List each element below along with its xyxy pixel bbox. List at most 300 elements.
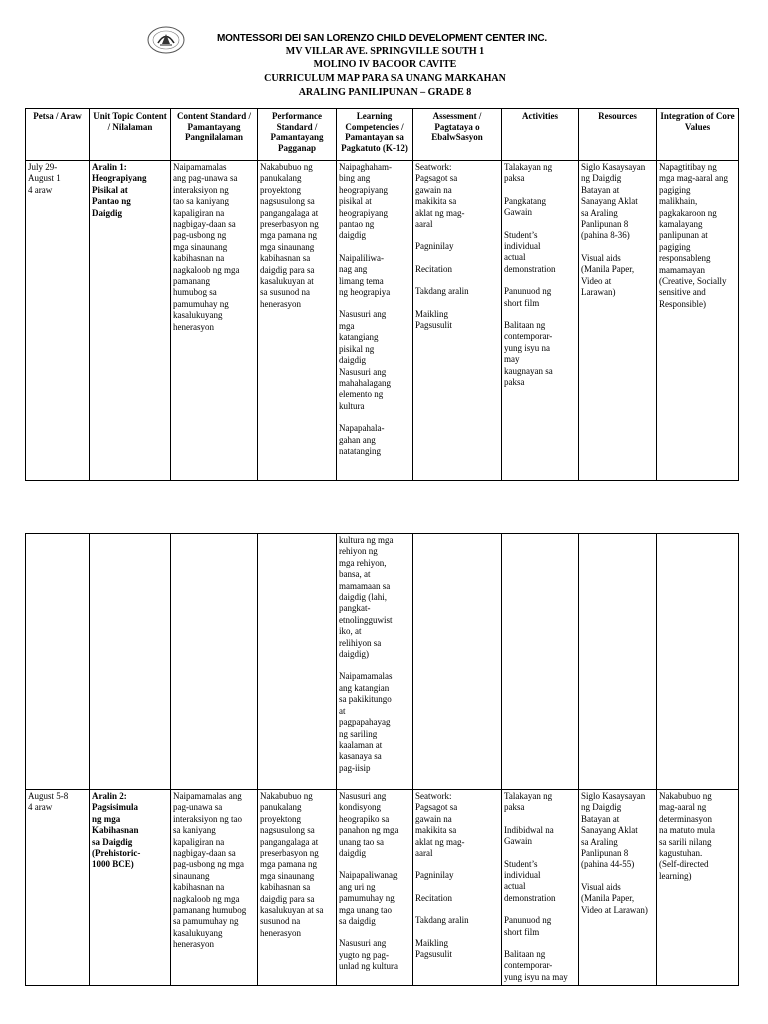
cell-text-line: Panlipunan 8 <box>581 219 629 230</box>
cell-text-line: (Prehistoric- <box>92 848 141 859</box>
cell-text-line: limang tema <box>339 275 384 286</box>
cell-text-block <box>415 241 499 252</box>
cell-text-line: Pagsagot sa <box>415 802 458 813</box>
cell-text-line: Pagsusulit <box>415 320 453 331</box>
cell-text-line: Batayan at <box>581 184 620 195</box>
cell-text-line: mga <box>339 320 355 331</box>
cell-text-line: henerasyon <box>260 298 301 309</box>
cell-text-line: daigdig para sa <box>260 264 315 275</box>
cell-text-block <box>415 309 499 332</box>
cell-text-block <box>504 286 576 309</box>
cell-text-line: Nasusuri ang <box>339 309 387 320</box>
cell-text-line: Pagsusulit <box>415 949 453 960</box>
cell-text-line: kabihasnan na <box>173 882 225 893</box>
cell-text-line: panukalang <box>260 802 302 813</box>
cell-text-line: pag-iisip <box>339 762 371 773</box>
cell-text-line: heograpiyang <box>339 207 388 218</box>
cell-text-line: Visual aids <box>581 252 621 263</box>
cell-text-line: unlad ng kultura <box>339 961 398 972</box>
cell-text-line: mga pamana ng <box>260 230 317 241</box>
cell-text-line: kasalukuyan at <box>260 276 314 287</box>
cell-text-line: Video at <box>581 275 612 286</box>
cell-text-line: Indibidwal na <box>504 824 554 835</box>
cell-text-line: pag-usbong ng mga <box>173 859 244 870</box>
cell-text-line: yung isyu na may <box>504 971 568 982</box>
cell-text-line: relihiyon sa <box>339 637 382 648</box>
cell-text-line: nagsusulong sa <box>260 196 315 207</box>
cell-text-block <box>339 535 410 660</box>
table-row <box>26 534 739 790</box>
col-header-core-values: Integration of Core Values <box>657 109 739 161</box>
cell-text-block <box>504 825 576 848</box>
cell-text-line: kasalukuyang <box>173 927 223 938</box>
cell-text-line: panahon ng mga <box>339 825 399 836</box>
cell-text-line: bansa, at <box>339 569 371 580</box>
activities-cell <box>502 534 579 790</box>
content-standard-cell <box>171 534 258 790</box>
cell-text-line: unang tao sa <box>339 836 384 847</box>
cell-text-line: makikita sa <box>415 825 457 836</box>
cell-text-line: (pahina 44-55) <box>581 859 635 870</box>
cell-text-line: ng mga <box>92 813 121 824</box>
cell-text-line: sa Araling <box>581 207 618 218</box>
cell-text-line: Siglo Kasaysayan <box>581 791 646 801</box>
cell-text-line: Pantao ng <box>92 196 131 207</box>
cell-text-line: paksa <box>504 802 525 813</box>
cell-text-line: preserbasyon ng <box>260 848 319 859</box>
cell-text-block <box>415 264 499 275</box>
cell-text-line: actual <box>504 252 526 263</box>
curriculum-table-page-2 <box>25 533 739 986</box>
cell-text-line: Naipaliliwa- <box>339 252 384 263</box>
core-values-cell <box>657 161 739 481</box>
content-standard-cell <box>171 161 258 481</box>
cell-text-line: kabihasnan na <box>173 253 225 264</box>
cell-text-line: contemporar- <box>504 331 553 342</box>
cell-text-line: iko, at <box>339 626 362 637</box>
cell-text-line: Recitation <box>415 263 452 274</box>
date-cell <box>26 790 90 986</box>
cell-text-line: mamamayan <box>659 264 705 275</box>
assessment-cell <box>413 790 502 986</box>
cell-text-line: daigdig <box>339 355 366 366</box>
cell-text-line: henerasyon <box>173 321 214 332</box>
cell-text-line: Siglo Kasaysayan <box>581 162 646 172</box>
cell-text-line: mga rehiyon, <box>339 557 387 568</box>
table-row <box>26 790 739 986</box>
cell-text-line: Napagtitibay ng <box>659 162 717 172</box>
cell-text-line: aklat ng mag- <box>415 836 465 847</box>
cell-text-line: kultura <box>339 400 365 411</box>
cell-text-block <box>339 423 410 457</box>
cell-text-line: aklat ng mag- <box>415 207 465 218</box>
assessment-cell <box>413 161 502 481</box>
school-name: MONTESSORI DEI SAN LORENZO CHILD DEVELOPMENT CENTER INC. <box>217 33 547 44</box>
cell-text-line: Aralin 1: <box>92 162 127 172</box>
cell-text-line: Takdang aralin <box>415 286 469 297</box>
cell-text-line: Pagsagot sa <box>415 173 458 184</box>
cell-text-line: katangiang <box>339 332 379 343</box>
table-header-row <box>26 109 739 161</box>
cell-text-line: Nasusuri ang <box>339 366 387 377</box>
cell-text-line: malikhain, <box>659 196 698 207</box>
cell-text-line: nagkaloob ng mga <box>173 264 240 275</box>
cell-text-line: gahan ang <box>339 434 376 445</box>
cell-text-line: kaalaman at <box>339 739 383 750</box>
cell-text-line: kultura ng mga <box>339 535 394 545</box>
activities-cell <box>502 790 579 986</box>
cell-text-line: (Self-directed <box>659 859 709 870</box>
cell-text-block <box>504 791 576 814</box>
cell-text-line: mga unang tao <box>339 904 392 915</box>
core-values-cell <box>657 790 739 986</box>
school-address-1: MV VILLAR AVE. SPRINGVILLE SOUTH 1 <box>285 46 485 57</box>
cell-text-line: Panunuod ng <box>504 915 552 926</box>
cell-text-line: Nakabubuo ng <box>659 791 712 801</box>
cell-text-line: kabihasnan sa <box>260 253 311 264</box>
cell-text-line: natatanging <box>339 445 381 456</box>
cell-text-line: actual <box>504 881 526 892</box>
cell-text-line: sa pakikitungo <box>339 694 392 705</box>
cell-text-line: (Manila Paper, <box>581 264 635 275</box>
subject-grade: ARALING PANILIPUNAN – GRADE 8 <box>298 87 472 98</box>
cell-text-line: nag ang <box>339 264 368 275</box>
cell-text-line: Nakabubuo ng <box>260 162 313 172</box>
cell-text-line: pamumuhay ng <box>339 893 395 904</box>
cell-text-line: pangkat- <box>339 603 371 614</box>
cell-text-block <box>415 870 499 881</box>
cell-text-line: Heograpiyang <box>92 173 147 184</box>
cell-text-line: paksa <box>504 173 525 184</box>
cell-text-line: Balitaan ng <box>504 320 546 331</box>
cell-text-line: panukalang <box>260 173 302 184</box>
cell-text-line: makikita sa <box>415 196 457 207</box>
performance-standard-cell <box>258 790 337 986</box>
cell-text-line: daigdig <box>339 848 366 859</box>
competencies-cell <box>337 790 413 986</box>
cell-text-line: Maikling <box>415 937 448 948</box>
cell-text-block <box>339 253 410 299</box>
cell-text-line: determinasyon <box>659 813 712 824</box>
performance-standard-cell <box>258 534 337 790</box>
cell-text-line: may <box>504 354 520 365</box>
cell-text-line: pagiging <box>659 184 691 195</box>
date-cell <box>26 161 90 481</box>
cell-text-line: Pangkatang <box>504 195 546 206</box>
cell-text-line: etnolingguwist <box>339 614 393 625</box>
cell-text-line: kasalukuyan at sa <box>260 905 324 916</box>
cell-text-line: proyektong <box>260 813 301 824</box>
cell-text-block <box>504 230 576 276</box>
cell-text-line: heograpiyang <box>339 184 388 195</box>
resources-cell <box>579 161 657 481</box>
cell-text-line: nagsusulong sa <box>260 825 315 836</box>
resources-cell <box>579 790 657 986</box>
cell-text-line: pagpapahayag <box>339 717 391 728</box>
cell-text-line: ang katangian <box>339 682 390 693</box>
cell-text-line: Recitation <box>415 892 452 903</box>
cell-text-line: Sanayang Aklat <box>581 196 638 207</box>
cell-text-line: Gawain <box>504 836 532 847</box>
cell-text-line: mamamaan sa <box>339 580 391 591</box>
cell-text-line: mga sinaunang <box>260 870 315 881</box>
cell-text-line: humubog sa <box>173 287 217 298</box>
cell-text-line: Kabihasnan <box>92 825 139 836</box>
cell-text-line: Pagninilay <box>415 241 454 252</box>
cell-text-line: (pahina 8-36) <box>581 230 630 241</box>
cell-text-line: pamanang humubog <box>173 905 247 916</box>
cell-text-line: Nasusuri ang <box>339 938 387 949</box>
col-header-activities: Activities <box>502 109 579 161</box>
cell-text-block <box>415 791 499 859</box>
cell-text-line: Student’s <box>504 229 538 240</box>
cell-text-line: preserbasyon ng <box>260 219 319 230</box>
cell-text-line: yung isyu na <box>504 342 550 353</box>
cell-text-line: susunod na <box>260 916 301 927</box>
cell-text-line: individual <box>504 241 541 252</box>
cell-text-line: henerasyon <box>260 927 301 938</box>
col-header-assessment: Assessment / Pagtataya o EbalwSasyon <box>413 109 502 161</box>
cell-text-line: Naipapaliwanag <box>339 870 398 881</box>
cell-text-line: proyektong <box>260 184 301 195</box>
cell-text-line: mga pamana ng <box>260 859 317 870</box>
cell-text-line: Gawain <box>504 207 532 218</box>
cell-text-line: kamalayang <box>659 219 703 230</box>
cell-text-line: 4 araw <box>28 802 53 813</box>
cell-text-line: pamumuhay ng <box>173 298 229 309</box>
cell-text-line: Daigdig <box>92 207 123 218</box>
cell-text-line: mga mag-aaral ang <box>659 173 728 184</box>
cell-text-line: ng Daigdig <box>581 173 622 184</box>
cell-text-line: kaugnayan sa <box>504 365 553 376</box>
cell-text-line: Naipaghaham- <box>339 162 392 172</box>
cell-text-line: short film <box>504 297 540 308</box>
cell-text-line: sa Araling <box>581 836 618 847</box>
cell-text-line: Pagsisimula <box>92 802 139 813</box>
cell-text-line: nagbigay-daan sa <box>173 848 236 859</box>
cell-text-line: pangangalaga at <box>260 836 319 847</box>
cell-text-line: gawain na <box>415 184 452 195</box>
cell-text-line: Napapahala- <box>339 423 385 434</box>
cell-text-block <box>581 253 654 299</box>
cell-text-line: (Manila Paper, <box>581 893 635 904</box>
school-logo <box>146 24 186 56</box>
cell-text-line: kondisyong <box>339 802 382 813</box>
cell-text-line: Pagninilay <box>415 870 454 881</box>
cell-text-line: demonstration <box>504 263 556 274</box>
content-standard-cell <box>171 790 258 986</box>
cell-text-line: panlipunan at <box>659 230 708 241</box>
cell-text-line: sinaunang <box>173 870 210 881</box>
cell-text-block <box>504 915 576 938</box>
cell-text-line: demonstration <box>504 892 556 903</box>
cell-text-line: Sanayang Aklat <box>581 825 638 836</box>
col-header-content-standard: Content Standard / Pamantayang Pangnilalaman <box>171 109 258 161</box>
cell-text-line: interaksiyon ng tao <box>173 813 242 824</box>
core-values-cell <box>657 534 739 790</box>
cell-text-line: kasalukuyang <box>173 310 223 321</box>
table-row <box>26 161 739 481</box>
col-header-performance-standard: Performance Standard / Pamantayang Pagganap <box>258 109 337 161</box>
cell-text-block <box>504 949 576 983</box>
cell-text-line: sensitive and <box>659 287 706 298</box>
cell-text-line: sa daigdig <box>339 916 376 927</box>
cell-text-line: Panlipunan 8 <box>581 848 629 859</box>
cell-text-line: pantao ng <box>339 219 375 230</box>
cell-text-line: yugto ng pag- <box>339 949 389 960</box>
cell-text-line: Batayan at <box>581 813 620 824</box>
cell-text-line: Takdang aralin <box>415 915 469 926</box>
school-address-2: MOLINO IV BACOOR CAVITE <box>313 59 457 70</box>
cell-text-line: rehiyon ng <box>339 546 378 557</box>
resources-cell <box>579 534 657 790</box>
cell-text-line: gawain na <box>415 813 452 824</box>
cell-text-line: Video at Larawan) <box>581 904 648 915</box>
cell-text-block <box>339 309 410 412</box>
cell-text-block <box>504 196 576 219</box>
col-header-competencies: Learning Competencies / Pamantayan sa Pagkatuto (K-12) <box>337 109 413 161</box>
cell-text-line: Visual aids <box>581 881 621 892</box>
cell-text-line: mag-aaral ng <box>659 802 707 813</box>
topic-cell <box>90 534 171 790</box>
cell-text-line: aaral <box>415 848 433 859</box>
cell-text-line: ang uri ng <box>339 881 376 892</box>
competencies-cell <box>337 534 413 790</box>
cell-text-block <box>415 938 499 961</box>
cell-text-line: pag-unawa sa <box>173 802 223 813</box>
col-header-topic: Unit Topic Content / Nilalaman <box>90 109 171 161</box>
cell-text-line: daigdig) <box>339 649 369 660</box>
cell-text-line: Naipamamalas <box>339 671 393 682</box>
cell-text-line: mga sinaunang <box>260 241 315 252</box>
cell-text-line: sa pamumuhay ng <box>173 916 239 927</box>
cell-text-line: August 1 <box>28 173 61 184</box>
cell-text-line: Student’s <box>504 858 538 869</box>
performance-standard-cell <box>258 161 337 481</box>
cell-text-line: Seatwork: <box>415 162 452 172</box>
cell-text-line: paksa <box>504 377 525 388</box>
cell-text-line: daigdig <box>339 230 366 241</box>
cell-text-line: August 5-8 <box>28 791 69 801</box>
cell-text-line: Aralin 2: <box>92 791 127 801</box>
assessment-cell <box>413 534 502 790</box>
cell-text-block <box>339 791 410 859</box>
cell-text-line: at <box>339 705 346 716</box>
cell-text-block <box>415 286 499 297</box>
cell-text-line: ng Daigdig <box>581 802 622 813</box>
cell-text-line: heograpiko sa <box>339 813 390 824</box>
cell-text-line: na matuto mula <box>659 825 715 836</box>
cell-text-line: individual <box>504 870 541 881</box>
cell-text-block <box>339 870 410 927</box>
cell-text-block <box>581 882 654 916</box>
cell-text-line: Larawan) <box>581 287 616 298</box>
cell-text-line: Talakayan ng <box>504 791 553 801</box>
cell-text-line: mga sinaunang <box>173 241 228 252</box>
cell-text-line: ang pag-unawa sa <box>173 173 238 184</box>
cell-text-block <box>415 893 499 904</box>
col-header-resources: Resources <box>579 109 657 161</box>
cell-text-line: daigdig para sa <box>260 893 315 904</box>
cell-text-line: kapaligiran na <box>173 207 225 218</box>
cell-text-line: kagustuhan. <box>659 848 703 859</box>
topic-cell <box>90 790 171 986</box>
cell-text-block <box>504 859 576 905</box>
cell-text-line: Seatwork: <box>415 791 452 801</box>
cell-text-line: contemporar- <box>504 960 553 971</box>
activities-cell <box>502 161 579 481</box>
cell-text-line: sa susunod na <box>260 287 310 298</box>
cell-text-block <box>581 791 654 871</box>
cell-text-line: sa kaniyang <box>173 825 216 836</box>
cell-text-line: kabihasnan sa <box>260 882 311 893</box>
cell-text-line: nagkaloob ng mga <box>173 893 240 904</box>
cell-text-line: learning) <box>659 870 692 881</box>
cell-text-block <box>339 671 410 774</box>
cell-text-block <box>415 915 499 926</box>
cell-text-line: pisikal ng <box>339 343 375 354</box>
cell-text-line: henerasyon <box>173 939 214 950</box>
cell-text-line: short film <box>504 926 540 937</box>
cell-text-line: Naipamamalas <box>173 162 227 172</box>
topic-cell <box>90 161 171 481</box>
cell-text-line: pangangalaga at <box>260 207 319 218</box>
cell-text-line: ng sariling <box>339 728 378 739</box>
cell-text-line: elemento ng <box>339 389 384 400</box>
cell-text-line: Nakabubuo ng <box>260 791 313 801</box>
cell-text-line: sa sarili nilang <box>659 836 712 847</box>
cell-text-line: tao sa kaniyang <box>173 196 229 207</box>
cell-text-line: ng heograpiya <box>339 287 391 298</box>
cell-text-line: pag-usbong ng <box>173 230 227 241</box>
cell-text-line: Maikling <box>415 308 448 319</box>
cell-text-line: Panunuod ng <box>504 286 552 297</box>
cell-text-line: Pisikal at <box>92 184 128 195</box>
cell-text-line: aaral <box>415 219 433 230</box>
document-title: CURRICULUM MAP PARA SA UNANG MARKAHAN <box>264 73 506 84</box>
cell-text-line: interaksiyon ng <box>173 184 229 195</box>
cell-text-line: kasanaya sa <box>339 751 382 762</box>
date-cell <box>26 534 90 790</box>
cell-text-line: (Creative, Socially <box>659 276 727 287</box>
cell-text-line: pisikal at <box>339 196 372 207</box>
cell-text-block <box>339 938 410 972</box>
cell-text-line: 1000 BCE) <box>92 859 134 870</box>
cell-text-line: bing ang <box>339 173 371 184</box>
cell-text-line: pagkakaroon ng <box>659 207 717 218</box>
cell-text-block <box>504 320 576 388</box>
cell-text-line: responsableng <box>659 253 711 264</box>
cell-text-line: pamanang <box>173 276 210 287</box>
cell-text-line: Talakayan ng <box>504 162 553 172</box>
cell-text-block <box>581 162 654 242</box>
cell-text-block <box>504 162 576 185</box>
cell-text-line: July 29- <box>28 162 58 172</box>
cell-text-line: Nasusuri ang <box>339 791 387 801</box>
cell-text-line: sa Daigdig <box>92 836 133 847</box>
cell-text-line: daigdig (lahi, <box>339 592 387 603</box>
col-header-date: Petsa / Araw <box>26 109 90 161</box>
cell-text-line: Naipamamalas ang <box>173 791 242 801</box>
cell-text-line: kapaligiran na <box>173 836 225 847</box>
cell-text-line: nagbigay-daan sa <box>173 219 236 230</box>
cell-text-line: mahahalagang <box>339 377 391 388</box>
cell-text-line: Balitaan ng <box>504 949 546 960</box>
competencies-cell <box>337 161 413 481</box>
cell-text-block <box>339 162 410 242</box>
cell-text-block <box>415 162 499 230</box>
cell-text-line: 4 araw <box>28 184 53 195</box>
